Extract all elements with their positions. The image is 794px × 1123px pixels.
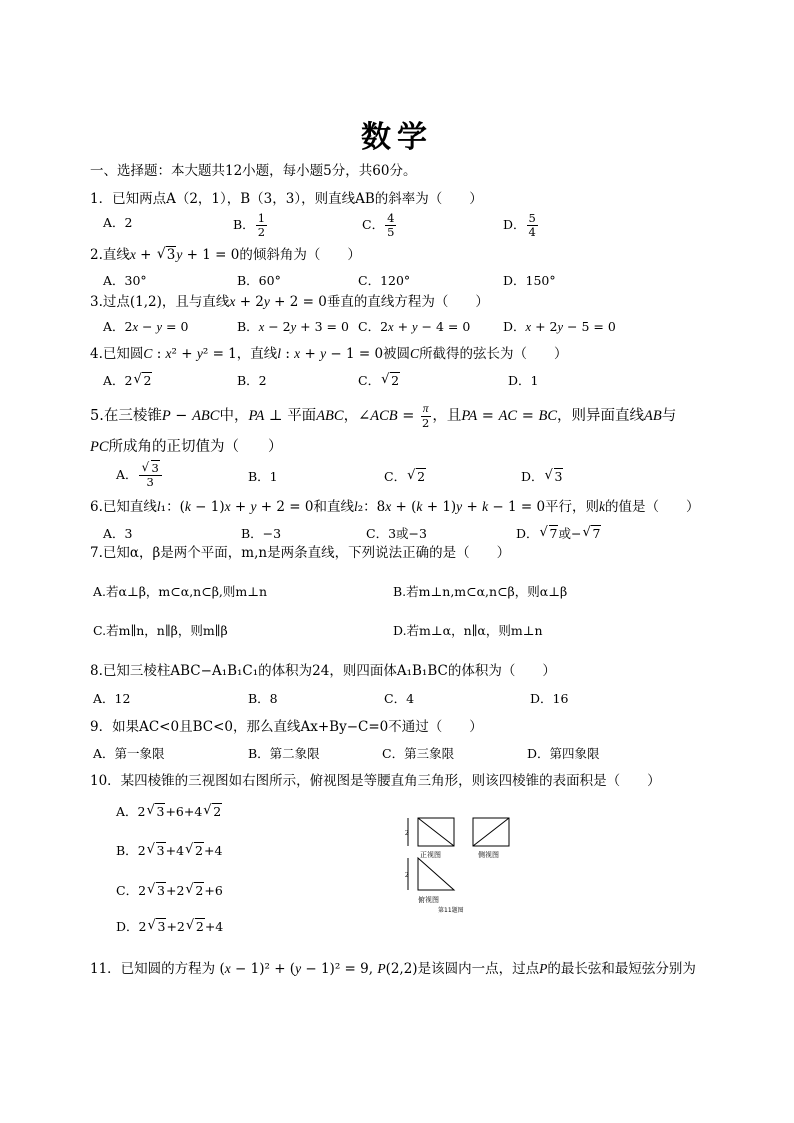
q10-option-c: C．2√ 3+2√ 2+6 bbox=[116, 882, 223, 900]
q5-option-c: C．√ 2 bbox=[384, 468, 426, 486]
top-view-triangle bbox=[418, 858, 454, 890]
q10-option-a: A．2√ 3+6+4√ 2 bbox=[116, 803, 222, 821]
top-view-label: 俯视图 bbox=[418, 896, 439, 904]
question-5-stem-line-2: PC所成角的正切值为（ ） bbox=[90, 439, 283, 455]
q8-option-a: A．12 bbox=[93, 691, 131, 706]
q2-option-d: D．150° bbox=[503, 273, 556, 288]
figure-caption: 第11题图 bbox=[438, 907, 464, 914]
top-dimension-label: 2 bbox=[405, 871, 409, 879]
q1-option-b: B． $\frac{1}{2}$ bbox=[233, 211, 266, 239]
question-9-stem: 9．如果AC<0且BC<0，那么直线Ax+By−C=0不通过（ ） bbox=[90, 719, 483, 735]
q8-option-b: B．8 bbox=[248, 691, 278, 706]
front-view-label: 正视图 bbox=[420, 851, 441, 859]
side-view-diagonal bbox=[473, 818, 509, 846]
q9-option-d: D．第四象限 bbox=[527, 746, 600, 761]
q1-option-c: C． $\frac{4}{5}$ bbox=[362, 211, 395, 239]
q8-option-d: D．16 bbox=[530, 691, 569, 706]
q3-option-a: A．2x − y = 0 bbox=[103, 319, 189, 334]
question-1-stem: 1．已知两点A（2，1），B（3，3），则直线AB的斜率为（ ） bbox=[90, 191, 483, 207]
question-10-stem: 10．某四棱锥的三视图如右图所示，俯视图是等腰直角三角形，则该四棱锥的表面积是（ ） bbox=[90, 773, 661, 789]
q9-option-b: B．第二象限 bbox=[248, 746, 320, 761]
q6-option-b: B．−3 bbox=[241, 526, 282, 541]
q4-option-b: B．2 bbox=[237, 373, 267, 388]
q6-option-c: C．3或−3 bbox=[366, 526, 427, 541]
question-3-stem: 3.过点(1,2)，且与直线x + 2y + 2 = 0垂直的直线方程为（ ） bbox=[90, 294, 489, 310]
q2-option-a: A．30° bbox=[103, 273, 147, 288]
q1-option-a: A．2 bbox=[103, 215, 133, 230]
q1-option-d: D． $\frac{5}{4}$ bbox=[503, 211, 536, 239]
q6-option-d: D．√ 7或−√ 7 bbox=[516, 525, 601, 543]
q2-option-b: B．60° bbox=[237, 273, 281, 288]
question-2-stem: 2.直线x + √ 3y + 1 = 0的倾斜角为（ ） bbox=[90, 246, 361, 264]
q2-option-c: C．120° bbox=[358, 273, 411, 288]
q9-option-c: C．第三象限 bbox=[382, 746, 455, 761]
q4-option-a: A．2√ 2 bbox=[103, 372, 152, 390]
question-8-stem: 8.已知三棱柱ABC−A₁B₁C₁的体积为24，则四面体A₁B₁BC的体积为（ ） bbox=[90, 663, 556, 679]
q7-option-b: B.若m⊥n,m⊂α,n⊂β，则α⊥β bbox=[393, 584, 568, 599]
section-header: 一、选择题：本大题共12小题，每小题5分，共60分。 bbox=[90, 163, 417, 179]
q3-option-c: C．2x + y − 4 = 0 bbox=[358, 319, 471, 334]
q9-option-a: A．第一象限 bbox=[93, 746, 165, 761]
q4-option-d: D．1 bbox=[508, 373, 539, 388]
question-6-stem: 6.已知直线l₁：(k − 1)x + y + 2 = 0和直线l₂：8x + (k + 1)y + k − 1 = 0平行，则k的值是（ ） bbox=[90, 499, 700, 515]
question-11-stem: 11．已知圆的方程为 (x − 1)² + (y − 1)² = 9, P(2,2)是该圆内一点，过点P的最长弦和最短弦分别为 bbox=[90, 961, 696, 977]
q3-option-d: D．x + 2y − 5 = 0 bbox=[503, 319, 616, 334]
front-view-diagonal bbox=[418, 818, 454, 846]
three-view-figure bbox=[396, 812, 526, 916]
q5-option-a: A． √ $\frac{3}{3}$ bbox=[116, 462, 163, 489]
q4-option-c: C．√ 2 bbox=[358, 372, 400, 390]
q7-option-c: C.若m∥n，n∥β，则m∥β bbox=[93, 623, 228, 638]
question-5-stem: 5.在三棱锥P − ABC中，PA ⊥ 平面ABC，∠ACB = $\frac{\pi}{2}$ ，且PA = AC = BC，则异面直线AB与 bbox=[90, 403, 677, 430]
question-4-stem: 4.已知圆C : x² + y² = 1，直线l : x + y − 1 = 0被圆C所截得的弦长为（ ） bbox=[90, 346, 568, 362]
front-dimension-label: 2 bbox=[405, 829, 409, 837]
q7-option-a: A.若α⊥β，m⊂α,n⊂β,则m⊥n bbox=[93, 584, 268, 599]
q6-option-a: A．3 bbox=[103, 526, 133, 541]
q5-option-b: B．1 bbox=[248, 469, 278, 484]
q3-option-b: B．x − 2y + 3 = 0 bbox=[237, 319, 349, 334]
page-title: 数学 bbox=[361, 120, 433, 155]
question-7-stem: 7.已知α，β是两个平面，m,n是两条直线，下列说法正确的是（ ） bbox=[90, 545, 511, 561]
q5-option-d: D．√ 3 bbox=[521, 468, 563, 486]
q10-option-d: D．2√ 3+2√ 2+4 bbox=[116, 918, 223, 936]
q10-option-b: B．2√ 3+4√ 2+4 bbox=[116, 842, 222, 860]
q8-option-c: C．4 bbox=[384, 691, 415, 706]
side-view-label: 侧视图 bbox=[478, 851, 499, 859]
q7-option-d: D.若m⊥α，n∥α，则m⊥n bbox=[393, 623, 543, 638]
